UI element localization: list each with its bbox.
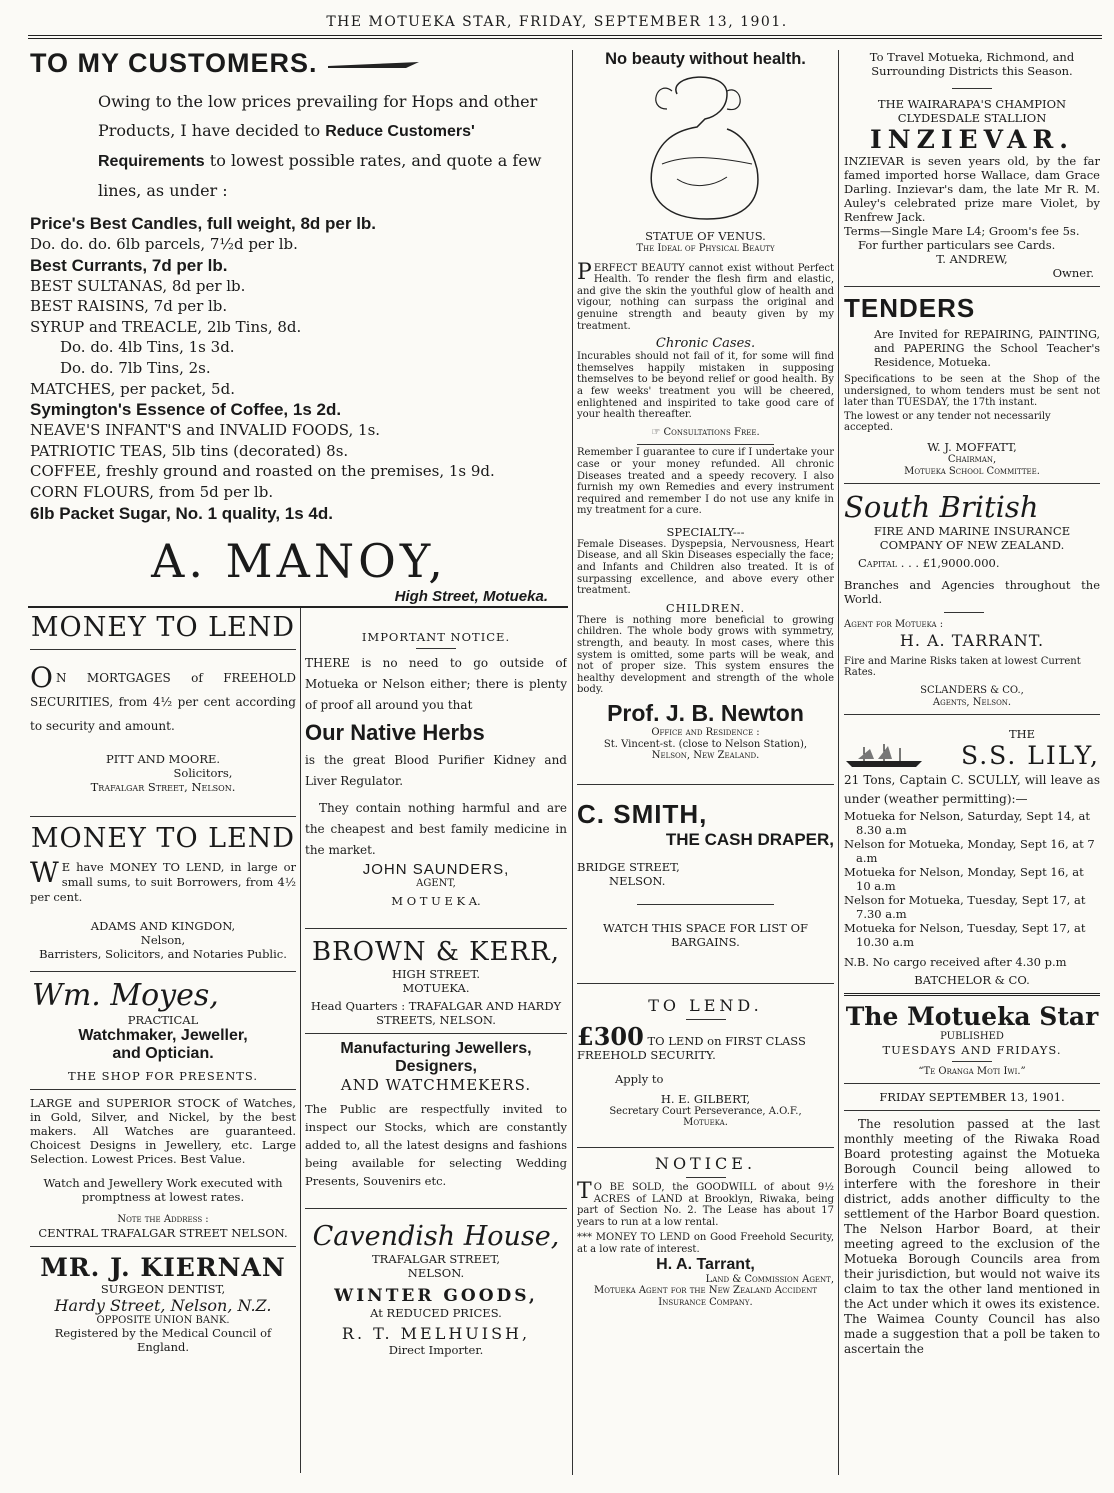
saunders-notice: IMPORTANT NOTICE. — [361, 630, 511, 644]
cavendish-town: NELSON. — [407, 1265, 465, 1280]
star-motto: “Te Oranga Moti Iwi.” — [918, 1065, 1026, 1077]
kiernan-opposite: OPPOSITE UNION BANK. — [96, 1314, 230, 1326]
native-herbs-heading: Our Native Herbs — [305, 720, 485, 745]
smith-watch: WATCH THIS SPACE FOR LIST OF BARGAINS. — [602, 920, 809, 949]
reduced-prices: At REDUCED PRICES. — [370, 1305, 502, 1320]
moffatt-committee: Motueka School Committee. — [904, 465, 1040, 477]
price-item: NEAVE'S INFANT'S and INVALID FOODS, 1s. — [30, 421, 381, 440]
price-item: MATCHES, per packet, 5d. — [30, 379, 235, 398]
newton-p2: Incurables should not fail of it, for some will find themselves happily mistaken in supposing themselves to be beyond relief or good health. By a few weeks' treatment you will be cheered, enlightened and inspirited to take good care of your health thereafter. — [577, 351, 834, 421]
price-item: PATRIOTIC TEAS, 5lb tins (decorated) 8s. — [30, 441, 349, 460]
saunders-advert — [305, 630, 567, 908]
column-rule — [838, 50, 839, 1475]
pitt-address: Trafalgar Street, Nelson. — [90, 780, 236, 794]
masthead-rule — [28, 35, 1102, 39]
column-rule — [572, 50, 573, 1475]
inzievar-owner: Owner. — [1052, 266, 1094, 280]
brown-kerr-hq: Head Quarters : TRAFALGAR AND HARDY STREETS, NELSON. — [310, 998, 562, 1027]
sailing-row: Motueka for Nelson, Monday, Sept 16, at 10 a.m — [844, 865, 1084, 894]
cavendish-street: TRAFALGAR STREET, — [372, 1251, 500, 1266]
newton-office: Office and Residence : — [651, 727, 760, 738]
inzievar-intro: To Travel Motueka, Richmond, and Surrounding Districts this Season. — [869, 50, 1075, 78]
newton-column — [577, 50, 834, 1472]
price-item: BEST RAISINS, 7d per lb. — [30, 297, 228, 316]
saunders-body-2: is the great Blood Purifier Kidney and Liver Regulator. — [305, 753, 567, 788]
manoy-name: A. MANOY, — [151, 533, 447, 588]
specialty-heading: SPECIALTY--- — [666, 524, 745, 539]
section-rule — [28, 606, 568, 608]
customers-heading: TO MY CUSTOMERS. — [30, 48, 568, 79]
sailing-row: Motueka for Nelson, Tuesday, Sept 17, at 10.30 a.m — [844, 921, 1086, 950]
lily-nb: N.B. No cargo received after 4.30 p.m — [844, 955, 1067, 970]
newton-p5: There is nothing more beneficial to growing children. The whole body grows with symmetry, strength, and beauty. In most cases, where this system is omitted, some parts will be weak, and not of proper size. This system ensures the healthy development and strength of the whole body. — [577, 614, 834, 696]
gilbert-name: H. E. GILBERT, — [660, 1091, 751, 1106]
notice-title: NOTICE. — [654, 1153, 757, 1173]
notice-advert — [577, 1154, 834, 1308]
price-item: BEST SULTANAS, 8d per lb. — [30, 276, 246, 295]
price-item: COFFEE, freshly ground and roasted on the premises, 1s 9d. — [30, 462, 495, 481]
melhuish-importer: Direct Importer. — [388, 1342, 484, 1357]
brown-kerr-body: The Public are respectfully invited to inspect our Stocks, which are constantly added to, all the latest designs and fashions being available for selecting Wedding Presents, Souvenirs etc. — [305, 1101, 567, 1188]
newton-p1: PERFECT BEAUTY cannot exist without Perfect Health. To render the flesh firm and elastic, and give the skin the youthful glow of health and vigour, nothing can surpass the original and genuine strength and beauty given by my treatment. — [577, 259, 834, 332]
inzievar-stallion: CLYDESDALE STALLION — [897, 111, 1047, 125]
moffatt-name: W. J. MOFFATT, — [927, 439, 1017, 454]
sclanders-name: SCLANDERS & CO., — [920, 684, 1024, 696]
lily-header — [844, 741, 1100, 771]
price-item: Do. do. do. 6lb parcels, 7½d per lb. — [30, 235, 298, 253]
moyes-trade-2: and Optician. — [112, 1045, 214, 1062]
saunders-body-3: They contain nothing harmful and are the cheapest and best family medicine in the market. — [305, 801, 567, 857]
brown-kerr-name: BROWN & KERR, — [312, 936, 560, 967]
smith-town: NELSON. — [609, 873, 666, 888]
price-item: Do. do. 4lb Tins, 1s 3d. — [60, 338, 235, 357]
sailing-row: Nelson for Motueka, Monday, Sept 16, at 7 a.m — [844, 837, 1095, 866]
inzievar-name: INZIEVAR. — [870, 125, 1074, 154]
tenders-body: Are Invited for REPAIRING, PAINTING, and PAPERING the School Teacher's Residence, Motueka. — [874, 328, 1100, 369]
gilbert-apply: Apply to — [615, 1071, 664, 1086]
kiernan-role: SURGEON DENTIST, — [100, 1281, 226, 1296]
newton-p4: Female Diseases. Dyspepsia, Nervousness, Heart Disease, and all Skin Diseases especially the face; and Infants and Children also treated. It is of surpassing excellence, and above every other treatment. — [577, 538, 834, 597]
lily-intro: 21 Tons, Captain C. SCULLY, will leave as under (weather permitting):— — [844, 773, 1100, 807]
south-british-risks: Fire and Marine Risks taken at lowest Current Rates. — [844, 655, 1081, 679]
moyes-address: CENTRAL TRAFALGAR STREET NELSON. — [38, 1225, 288, 1240]
south-british-branches: Branches and Agencies throughout the World. — [844, 578, 1100, 607]
newton-address-2: Nelson, New Zealand. — [651, 750, 760, 762]
notice-money: *** MONEY TO LEND on Good Freehold Security, at a low rate of interest. — [577, 1232, 834, 1255]
moyes-trade: Watchmaker, Jeweller, — [78, 1027, 248, 1044]
pointing-hand-icon: ☞ — [651, 426, 664, 438]
venus-caption: STATUE OF VENUS. — [645, 229, 766, 243]
south-british-line-2: COMPANY OF NEW ZEALAND. — [879, 538, 1065, 553]
price-item: CORN FLOURS, from 5d per lb. — [30, 482, 274, 501]
price-list — [30, 213, 568, 524]
star-days: TUESDAYS AND FRIDAYS. — [882, 1042, 1062, 1057]
manoy-address: High Street, Motueka. — [394, 587, 548, 604]
saunders-name: JOHN SAUNDERS, — [362, 861, 510, 878]
saunders-agent: AGENT, — [416, 878, 456, 889]
inzievar-further: For further particulars see Cards. — [858, 238, 1056, 252]
lily-sailings — [844, 809, 1100, 949]
star-published: PUBLISHED — [940, 1031, 1004, 1043]
south-british-name: South British — [844, 490, 1039, 525]
adams-body: W E have MONEY TO LEND, in large or small sums, to suit Borrowers, from 4½ per cent. — [30, 856, 296, 904]
steamship-icon — [844, 741, 924, 769]
middle-left-column — [305, 612, 567, 1472]
inzievar-body: INZIEVAR is seven years old, by the far famed imported horse Wallace, dam Grace Darling. Inzievar's dam, the late Mr R. M. Auley's celebrated prize mare Violet, by Renfrew Jack. — [844, 154, 1100, 224]
south-british-line-1: FIRE AND MARINE INSURANCE — [873, 524, 1071, 539]
price-item: SYRUP and TREACLE, 2lb Tins, 8d. — [30, 317, 302, 336]
manoy-advert — [30, 48, 568, 604]
star-editorial: The resolution passed at the last monthly meeting of the Riwaka Road Board protesting against the Motueka Borough Council being allowed to interfere with the foreshore in their district, adds another difficulty to the settlement of the Harbor Board question. The Nelson Harbor Board, at their meeting agreed to the exclusion of the Motueka Borough Councils area from their jurisdiction, but would not waive its claim to tax the other land mentioned in the Act under which it owes its existence. The Waimea County Council has also made a suggestion that a poll be taken to ascertain the — [844, 1117, 1100, 1357]
pitt-body: O N MORTGAGES of FREEHOLD SECURITIES, from 4½ per cent according to security and amount. — [30, 661, 296, 733]
adams-name: ADAMS AND KINGDON, — [90, 919, 236, 933]
adams-place: Nelson, — [140, 933, 186, 947]
tarrant-agent: Motueka Agent for the New Zealand Accident Insurance Company. — [593, 1285, 818, 1308]
lily-agent: BATCHELOR & CO. — [914, 973, 1030, 988]
south-british-agent-for: Agent for Motueka : — [844, 619, 944, 631]
price-item: Symington's Essence of Coffee, 1s 2d. — [30, 400, 342, 420]
smith-street: BRIDGE STREET, — [577, 859, 680, 874]
gilbert-title: TO LEND. — [648, 995, 763, 1015]
motueka-star-title: The Motueka Star — [845, 1002, 1099, 1032]
brown-kerr-mfg-2: Designers, — [395, 1057, 477, 1075]
lily-the: THE — [1008, 727, 1036, 742]
moyes-name: Wm. Moyes, — [32, 978, 219, 1013]
brown-kerr-advert — [305, 937, 567, 1190]
children-heading: CHILDREN. — [665, 600, 746, 615]
price-item: Price's Best Candles, full weight, 8d per lb. — [30, 214, 377, 233]
pen-flourish-icon — [326, 60, 421, 70]
newton-p3: Remember I guarantee to cure if I undertake your case or your money refunded. All chronic Diseases treated and a speedy recovery. I also furnish my own Remedies and every instrument required and remember I do not use any knife in my treatment for a cure. — [577, 447, 834, 517]
lily-name: S.S. LILY, — [960, 741, 1100, 771]
price-item: 6lb Packet Sugar, No. 1 quality, 1s 4d. — [30, 503, 333, 523]
tenders-title: TENDERS — [844, 293, 976, 323]
right-column — [844, 50, 1100, 1472]
kiernan-advert — [30, 1253, 296, 1355]
newton-headline: No beauty without health. — [605, 50, 806, 68]
newton-address: St. Vincent-st. (close to Nelson Station), — [603, 738, 808, 750]
tarrant-role: Land & Commission Agent, — [705, 1273, 834, 1285]
moffatt-chair: Chairman, — [947, 453, 997, 465]
gilbert-town: Motueka. — [683, 1117, 728, 1129]
tarrant-name: H. A. Tarrant, — [656, 1255, 755, 1273]
inzievar-terms: Terms—Single Mare L4; Groom's fee 5s. — [844, 224, 1080, 238]
moyes-shop: THE SHOP FOR PRESENTS. — [67, 1069, 259, 1083]
winter-goods: WINTER GOODS, — [334, 1285, 538, 1306]
gilbert-role: Secretary Court Perseverance, A.O.F., — [609, 1105, 802, 1117]
moyes-body: LARGE and SUPERIOR STOCK of Watches, in Gold, Silver, and Nickel, by the best makers. All Watches are guaranteed. Choicest Designs in Jewellery, etc. Large Selection. Lowest Prices. Best Value. — [30, 1096, 296, 1166]
venus-subcaption: The Ideal of Physical Beauty — [636, 243, 775, 254]
brown-kerr-town: MOTUEKA. — [402, 980, 470, 995]
brown-kerr-mfg-3: AND WATCHMEKERS. — [340, 1075, 532, 1094]
consultations: ☞ Consultations Free. — [651, 426, 760, 438]
tenders-spec: Specifications to be seen at the Shop of the undersigned, to whom tenders must be sent not later than TUESDAY, the 17th instant. — [844, 374, 1100, 409]
left-column — [30, 612, 296, 1472]
star-date: FRIDAY SEPTEMBER 13, 1901. — [879, 1090, 1065, 1105]
kiernan-address: Hardy Street, Nelson, N.Z. — [54, 1295, 272, 1315]
pitt-advert — [30, 612, 296, 794]
melhuish-name: R. T. MELHUISH, — [341, 1323, 531, 1343]
sailing-row: Motueka for Nelson, Saturday, Sept 14, at 8.30 a.m — [844, 809, 1090, 838]
brown-kerr-street: HIGH STREET. — [391, 966, 481, 981]
adams-role: Barristers, Solicitors, and Notaries Public. — [39, 947, 287, 961]
moyes-advert — [30, 978, 296, 1240]
pitt-role: Solicitors, — [173, 766, 233, 780]
tenders-lowest: The lowest or any tender not necessarily accepted. — [844, 410, 1051, 434]
inzievar-champion: THE WAIRARAPA'S CHAMPION — [877, 97, 1067, 111]
smith-advert — [577, 799, 834, 949]
saunders-town: M O T U E K A. — [391, 893, 481, 908]
pitt-name: PITT AND MOORE. — [105, 752, 221, 766]
price-item: Do. do. 7lb Tins, 2s. — [60, 358, 211, 377]
moyes-note: Note the Address : — [117, 1214, 209, 1225]
inzievar-owner-name: T. ANDREW, — [936, 252, 1008, 266]
brown-kerr-mfg: Manufacturing Jewellers, — [340, 1039, 532, 1057]
chronic-heading: Chronic Cases. — [655, 336, 756, 352]
sclanders-agents: Agents, Nelson. — [932, 696, 1012, 708]
adams-title: MONEY TO LEND — [30, 823, 296, 854]
pitt-title: MONEY TO LEND — [30, 612, 296, 643]
south-british-capital: Capital . . . £1,9000.000. — [858, 556, 1000, 571]
column-rule — [300, 608, 301, 1473]
kiernan-registration: Registered by the Medical Council of England. — [54, 1326, 272, 1355]
gilbert-body: £300 TO LEND on FIRST CLASS FREEHOLD SECURITY. — [577, 1021, 806, 1062]
gilbert-advert — [577, 996, 834, 1129]
sailing-row: Nelson for Motueka, Tuesday, Sept 17, at 7.30 a.m — [844, 893, 1086, 922]
kiernan-name: MR. J. KIERNAN — [40, 1252, 286, 1282]
moyes-repair: Watch and Jewellery Work executed with promptness at lowest rates. — [43, 1176, 283, 1204]
masthead: THE MOTUEKA STAR, FRIDAY, SEPTEMBER 13, 1901. — [326, 14, 788, 30]
newton-name: Prof. J. B. Newton — [607, 700, 804, 726]
smith-name: C. SMITH, — [577, 798, 708, 829]
notice-body: T O BE SOLD, the GOODWILL of about 9½ ACRES of LAND at Brooklyn, Riwaka, being part of Section No. 2. The Lease has about 17 years to run at a low rental. — [577, 1178, 834, 1228]
moyes-practical: PRACTICAL — [127, 1013, 199, 1027]
cavendish-name: Cavendish House, — [312, 1220, 560, 1252]
saunders-body: THERE is no need to go outside of Motueka or Nelson either; there is plenty of proof all around you that — [305, 656, 567, 712]
price-item: Best Currants, 7d per lb. — [30, 255, 228, 275]
south-british-agent: H. A. TARRANT. — [899, 630, 1045, 650]
adams-advert — [30, 823, 296, 961]
customers-intro: Owing to the low prices prevailing for Hops and other Products, I have decided to Reduce Customers' Requirements to lowest possible rates, and quote a few lines, as under : — [98, 92, 542, 200]
smith-title: THE CASH DRAPER, — [665, 829, 834, 849]
venus-statue-icon — [577, 69, 834, 229]
cavendish-advert — [305, 1221, 567, 1357]
